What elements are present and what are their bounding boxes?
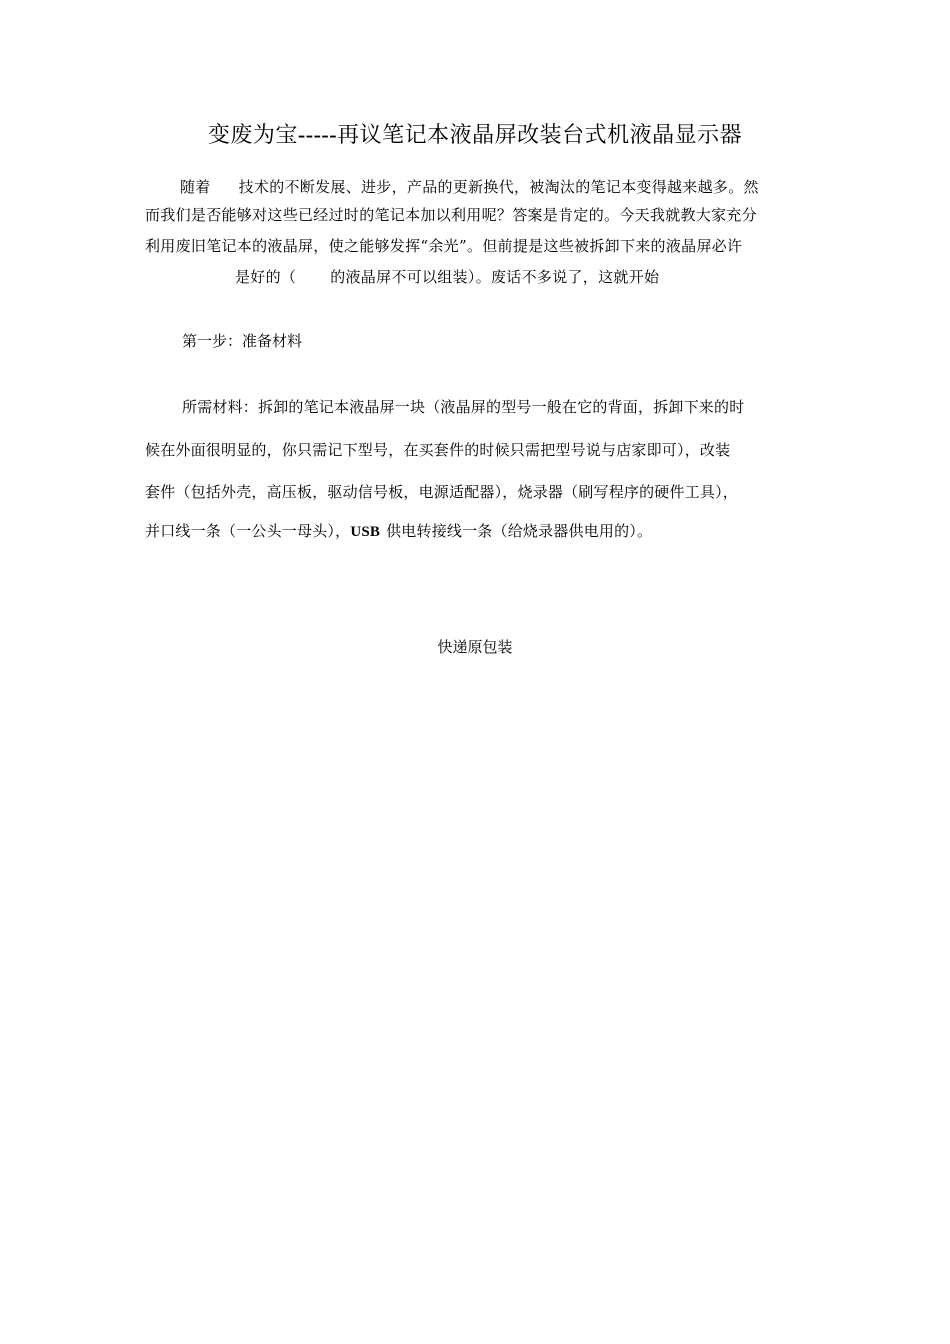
intro-paragraph-line-1 xyxy=(180,177,759,197)
intro-paragraph-line-4 xyxy=(235,267,659,287)
intro-paragraph-line-2 xyxy=(145,205,757,225)
intro-line2-text: 而我们是否能够对这些已经过时的笔记本加以利用呢？答案是肯定的。今天我就教大家充分 xyxy=(145,206,758,224)
photo-caption-text: 快递原包装 xyxy=(437,638,513,656)
intro-line3-text: 利用废旧笔记本的液晶屏，使之能够发挥“余光”。但前提是这些被拆卸下来的液晶屏必许 xyxy=(145,237,743,255)
usb-label: USB xyxy=(350,524,381,540)
materials-line-3 xyxy=(145,482,738,502)
materials-line1-text: 所需材料：拆卸的笔记本液晶屏一块（液晶屏的型号一般在它的背面，拆卸下来的时 xyxy=(182,398,745,416)
materials-line2-text: 候在外面很明显的，你只需记下型号，在买套件的时候只需把型号说与店家即可），改装 xyxy=(145,441,731,459)
intro-line1-start: 随着 xyxy=(180,178,211,196)
materials-line-2 xyxy=(145,440,730,460)
materials-line3-text: 套件（包括外壳，高压板，驱动信号板，电源适配器），烧录器（刷写程序的硬件工具）， xyxy=(145,483,739,501)
materials-line4-rest: 供电转接线一条（给烧录器供电用的）。 xyxy=(386,522,653,540)
materials-line4-start: 并口线一条（一公头一母头）， xyxy=(145,522,351,540)
title-prefix: 变废为宝 xyxy=(207,123,298,148)
intro-line1-rest: 技术的不断发展、进步，产品的更新换代，被淘汰的笔记本变得越来越多。然 xyxy=(238,178,759,196)
title-suffix: 再议笔记本液晶屏改装台式机液晶显示器 xyxy=(337,123,743,148)
materials-line-1 xyxy=(182,397,744,417)
intro-line4-rest: 的液晶屏不可以组装）。废话不多说了，这就开始 xyxy=(330,268,660,286)
title-dashes: ----- xyxy=(297,122,338,147)
step1-heading xyxy=(182,331,302,351)
document-title xyxy=(0,118,950,149)
photo-caption xyxy=(0,636,950,657)
intro-paragraph-line-3 xyxy=(145,236,742,256)
intro-line4-start: 是好的（ xyxy=(235,268,297,286)
step1-heading-text: 第一步：准备材料 xyxy=(182,332,303,350)
materials-line-4 xyxy=(145,521,652,542)
